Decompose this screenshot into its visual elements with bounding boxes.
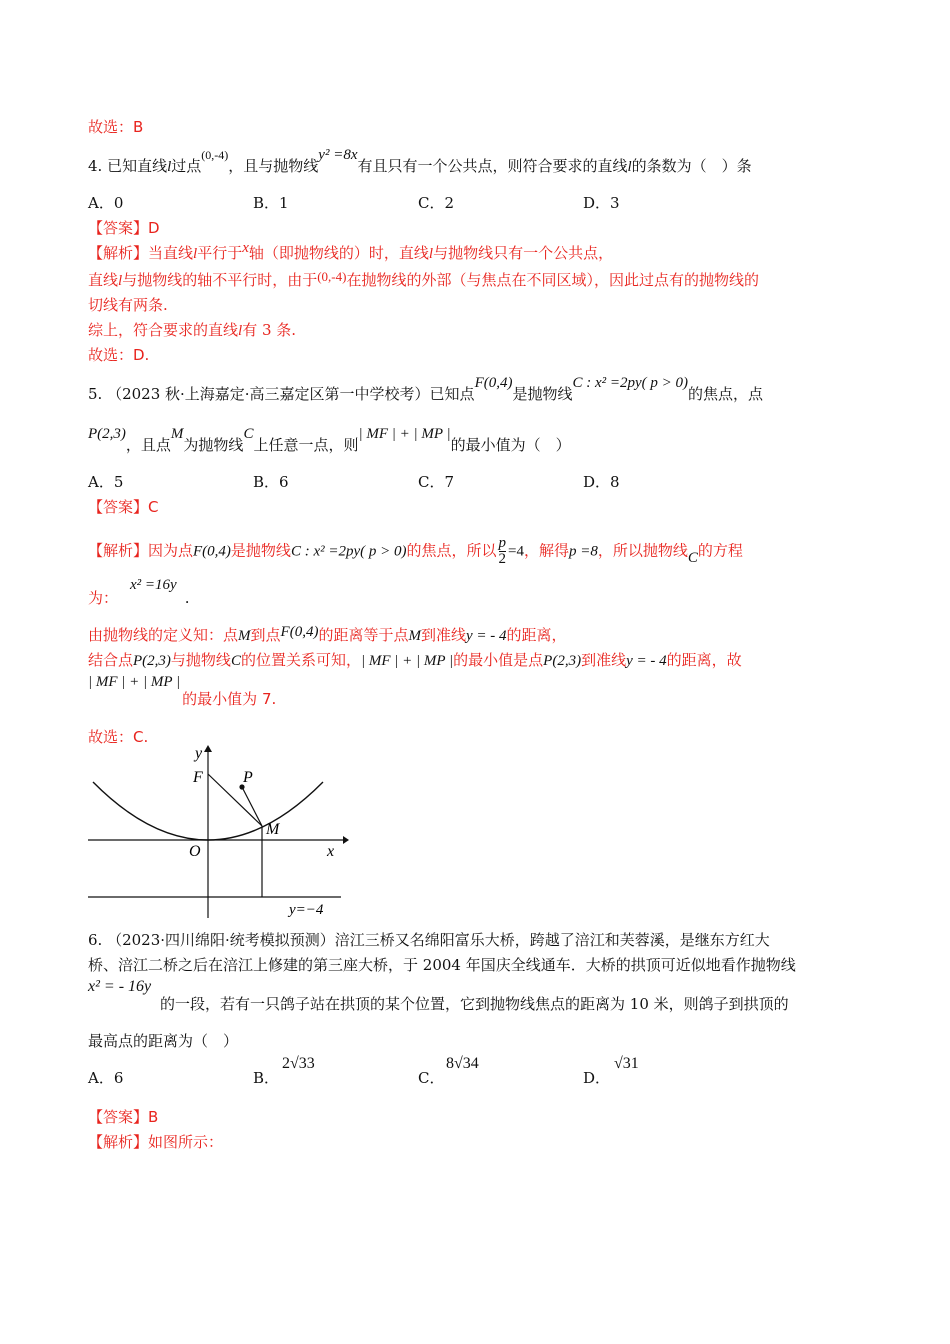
prev-choice: 故选：B xyxy=(88,118,144,136)
x-axis-arrow xyxy=(343,836,349,844)
q6-line-2: 桥、涪江二桥之后在涪江上修建的第三座大桥，于 2004 年国庆全线通车．大桥的拱顶可近似地看作抛物线 xyxy=(88,956,796,974)
q5-choice: 故选：C. xyxy=(88,728,149,746)
q5-analysis-4: 结合点P(2,3)与抛物线C的位置关系可知，| MF | + | MP |的最小值是点P(2,3)到准线y = - 4的距离，故 xyxy=(88,651,742,669)
q4-analysis-4: 综上，符合要求的直线l有 3 条. xyxy=(88,321,297,339)
q5-analysis-5: | MF | + | MP |的最小值为 7. xyxy=(88,674,277,708)
q6-option-b[interactable]: B． xyxy=(253,1069,280,1087)
q6-option-a[interactable]: A．6 xyxy=(88,1069,124,1087)
q4-option-c[interactable]: C．2 xyxy=(418,194,455,212)
q4-option-b[interactable]: B．1 xyxy=(253,194,289,212)
q4-option-a[interactable]: A．0 xyxy=(88,194,124,212)
q5-analysis-3: 由抛物线的定义知：点M到点F(0,4)的距离等于点M到准线y = - 4的距离， xyxy=(88,624,567,644)
directrix-label: y=−4 xyxy=(289,902,324,918)
y-axis-label: y xyxy=(195,745,203,762)
point-P-label: P xyxy=(243,769,253,786)
q5-stem-1: 5. （2023 秋·上海嘉定·高三嘉定区第一中学校考）已知点F(0,4)是抛物线C : x² =2py( p > 0)的焦点，点 xyxy=(88,375,764,403)
q4-answer: 【答案】D xyxy=(88,219,160,237)
q5-analysis-1: 【解析】因为点F(0,4)是抛物线C : x² =2py( p > 0)的焦点，所以 $\frac{p}{2}$ =4，解得p =8，所以抛物线C的方程 xyxy=(88,535,743,567)
y-axis-arrow xyxy=(204,745,212,752)
segment-FM xyxy=(208,774,262,826)
segment-PM xyxy=(242,787,262,826)
q6-option-d-value: √31 xyxy=(614,1055,639,1072)
focus-label: F xyxy=(193,769,203,786)
q5-analysis-2: 为：x² =16y. xyxy=(88,577,190,607)
q6-option-b-value: 2√33 xyxy=(282,1055,315,1072)
q5-answer: 【答案】C xyxy=(88,498,159,516)
origin-label: O xyxy=(189,843,201,860)
q6-analysis: 【解析】如图所示： xyxy=(88,1133,224,1151)
q4-option-d[interactable]: D．3 xyxy=(583,194,620,212)
q6-line-4: 最高点的距离为（ ） xyxy=(88,1032,239,1050)
q4-analysis-3: 切线有两条. xyxy=(88,296,168,314)
q4-choice: 故选：D. xyxy=(88,346,150,364)
q6-option-d[interactable]: D． xyxy=(583,1069,611,1087)
q5-option-b[interactable]: B．6 xyxy=(253,473,289,491)
fraction-p-over-2: $\frac{p}{2}$ xyxy=(498,535,506,567)
q5-stem-2: P(2,3)，且点M为抛物线C上任意一点，则| MF | + | MP |的最小值为（ ） xyxy=(88,426,571,454)
parabola-figure xyxy=(85,740,350,920)
point-M-label: M xyxy=(266,821,280,838)
q4-stem: 4. 已知直线l过点$^{(0,-4)}$，且与抛物线y² =8x有且只有一个公共点，则符合要求的直线l的条数为（ ）条 xyxy=(88,147,752,175)
q6-answer: 【答案】B xyxy=(88,1108,159,1126)
x-axis-label: x xyxy=(327,843,335,860)
q5-option-d[interactable]: D．8 xyxy=(583,473,620,491)
q5-option-c[interactable]: C．7 xyxy=(418,473,455,491)
q6-option-c[interactable]: C． xyxy=(418,1069,445,1087)
q5-option-a[interactable]: A．5 xyxy=(88,473,124,491)
q4-analysis-1: 【解析】当直线l平行于x轴（即抛物线的）时，直线l与抛物线只有一个公共点， xyxy=(88,240,614,262)
q6-equation: x² = - 16y xyxy=(88,978,152,995)
q6-option-c-value: 8√34 xyxy=(446,1055,479,1072)
q4-analysis-2: 直线l与抛物线的轴不平行时，由于(0,-4)在抛物线的外部（与焦点在不同区域），因此过点有的抛物线的 xyxy=(88,269,759,289)
q6-line-3: 的一段，若有一只鸽子站在拱顶的某个位置，它到抛物线焦点的距离为 10 米，则鸽子到拱顶的 xyxy=(160,995,789,1013)
q6-line-1: 6. （2023·四川绵阳·统考模拟预测）涪江三桥又名绵阳富乐大桥，跨越了涪江和芙蓉溪，是继东方红大 xyxy=(88,931,770,949)
